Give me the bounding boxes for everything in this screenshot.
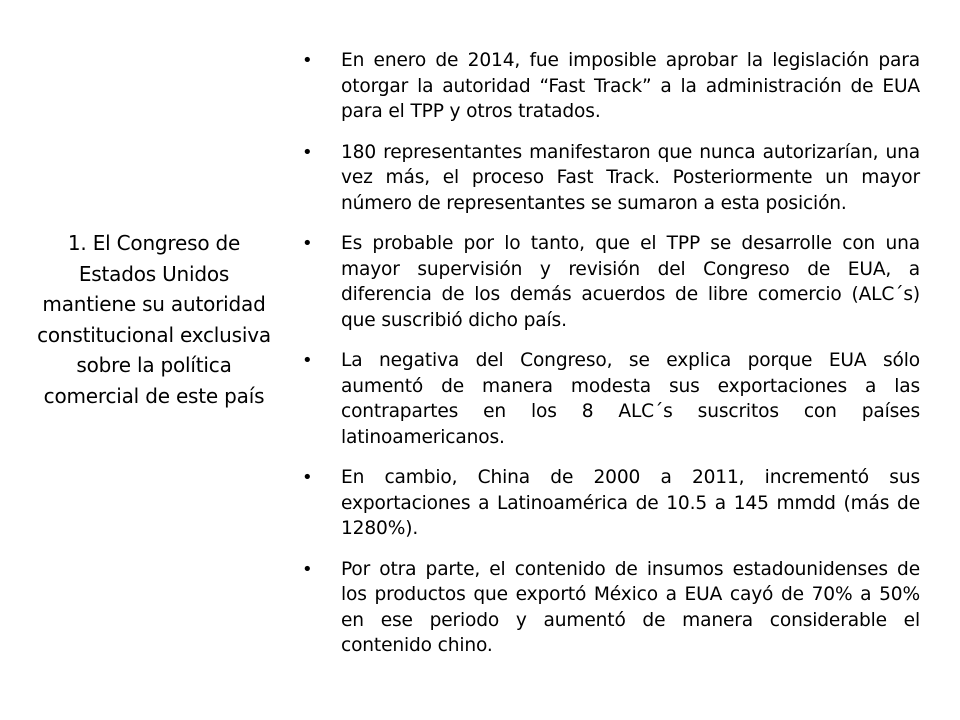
bullet-item	[300, 48, 920, 125]
slide-left-title: 1. El Congreso de Estados Unidos mantiene su autoridad constitucional exclusiva sobre la política comercial de este país	[37, 231, 271, 408]
bullet-text: En cambio, China de 2000 a 2011, incrementó sus exportaciones a Latinoamérica de 10.5 a 145 mmdd (más de 1280%).	[341, 467, 920, 539]
bullet-text: La negativa del Congreso, se explica porque EUA sólo aumentó de manera modesta sus exportaciones a las contrapartes en los 8 ALC´s suscritos con países latinoamericanos.	[341, 350, 920, 448]
bullet-item	[300, 140, 920, 217]
bullet-marker: •	[302, 50, 313, 71]
bullet-marker: •	[302, 467, 313, 488]
bullet-marker: •	[302, 141, 313, 163]
bullet-marker: •	[302, 350, 313, 371]
bullet-list	[300, 48, 920, 674]
bullet-item	[300, 348, 920, 450]
bullet-text: Es probable por lo tanto, que el TPP se desarrolle con una mayor supervisión y revisión del Congreso de EUA, a diferencia de los demás acuerdos de libre comercio (ALC´s) que suscribió dicho país.	[341, 233, 920, 331]
bullet-item	[300, 465, 920, 542]
bullet-marker: •	[302, 233, 313, 254]
bullet-text: 180 representantes manifestaron que nunca autorizarían, una vez más, el proceso Fast Track. Posteriormente un mayor número de representantes se sumaron a esta posición.	[341, 141, 920, 214]
bullet-text: Por otra parte, el contenido de insumos estadounidenses de los productos que exportó México a EUA cayó de 70% a 50% en ese periodo y aumentó de manera considerable el contenido chino.	[341, 558, 920, 656]
bullet-item	[300, 557, 920, 659]
bullet-marker: •	[302, 558, 313, 580]
bullet-text: En enero de 2014, fue imposible aprobar la legislación para otorgar la autoridad “Fast Track” a la administración de EUA para el TPP y otros tratados.	[341, 50, 920, 122]
bullet-item	[300, 231, 920, 333]
